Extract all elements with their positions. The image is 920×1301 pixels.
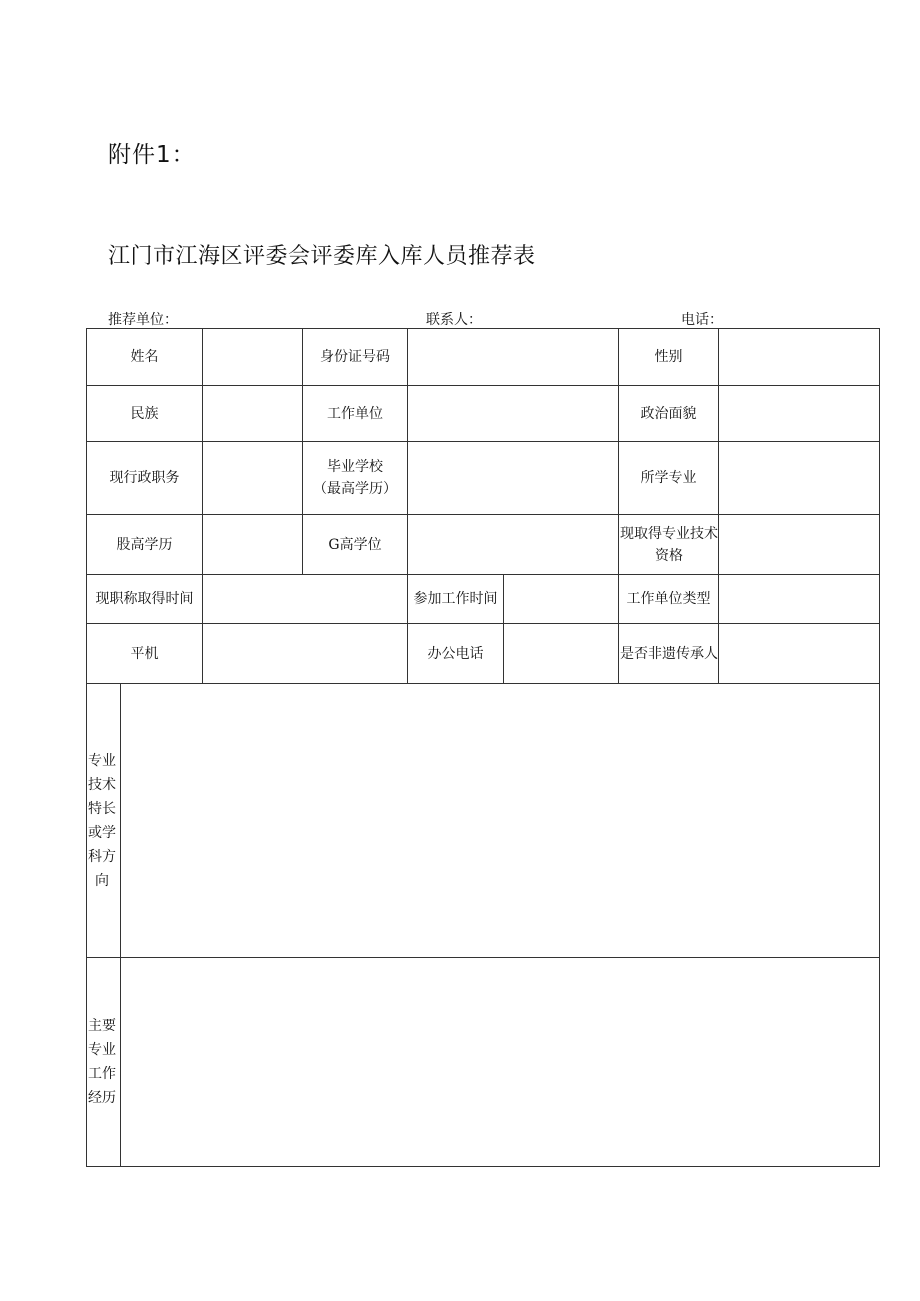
title-date-label: 现职称取得时间 bbox=[87, 575, 203, 624]
form-row bbox=[87, 442, 880, 515]
specialty-field[interactable] bbox=[121, 684, 880, 958]
work-start-date-label: 参加工作时间 bbox=[408, 575, 504, 624]
phone-label: 电话： bbox=[681, 312, 723, 328]
political-status-field[interactable] bbox=[719, 386, 880, 442]
name-label: 姓名 bbox=[87, 329, 203, 386]
political-status-label: 政治面貌 bbox=[619, 386, 719, 442]
qualification-label-text: 现取得专业技术资格 bbox=[620, 525, 718, 564]
highest-education-label: 股高学历 bbox=[87, 515, 203, 575]
ethnicity-label: 民族 bbox=[87, 386, 203, 442]
major-field[interactable] bbox=[719, 442, 880, 515]
form-row bbox=[87, 958, 880, 1167]
name-field[interactable] bbox=[203, 329, 303, 386]
highest-degree-label: G高学位 bbox=[303, 515, 408, 575]
admin-position-label: 现行政职务 bbox=[87, 442, 203, 515]
work-start-date-field[interactable] bbox=[504, 575, 619, 624]
specialty-label bbox=[87, 684, 121, 958]
form-row bbox=[87, 684, 880, 958]
qualification-field[interactable] bbox=[719, 515, 880, 575]
experience-field[interactable] bbox=[121, 958, 880, 1167]
annex-label: 附件1： bbox=[108, 142, 196, 168]
admin-position-field[interactable] bbox=[203, 442, 303, 515]
form-row bbox=[87, 386, 880, 442]
recommending-unit-label: 推荐单位： bbox=[108, 312, 178, 328]
experience-label bbox=[87, 958, 121, 1167]
school-field[interactable] bbox=[408, 442, 619, 515]
school-label-line2: （最高学历） bbox=[313, 481, 397, 497]
form-title: 江门市江海区评委会评委库入库人员推荐表 bbox=[108, 244, 536, 269]
id-number-label: 身份证号码 bbox=[303, 329, 408, 386]
contact-person-label: 联系人： bbox=[426, 312, 482, 328]
form-row bbox=[87, 624, 880, 684]
mobile-label: 平机 bbox=[87, 624, 203, 684]
qualification-label bbox=[619, 515, 719, 575]
ethnicity-field[interactable] bbox=[203, 386, 303, 442]
office-phone-label: 办公电话 bbox=[408, 624, 504, 684]
experience-label-text: 主要专业工作经历 bbox=[88, 1018, 116, 1106]
mobile-field[interactable] bbox=[203, 624, 408, 684]
id-number-field[interactable] bbox=[408, 329, 619, 386]
highest-education-field[interactable] bbox=[203, 515, 303, 575]
title-date-field[interactable] bbox=[203, 575, 408, 624]
gender-label: 性别 bbox=[619, 329, 719, 386]
heritage-field[interactable] bbox=[719, 624, 880, 684]
form-row bbox=[87, 575, 880, 624]
form-row bbox=[87, 329, 880, 386]
heritage-label-text: 是否非遗传承人 bbox=[620, 645, 718, 662]
recommendation-form-table bbox=[86, 328, 880, 1167]
work-unit-field[interactable] bbox=[408, 386, 619, 442]
form-row bbox=[87, 515, 880, 575]
gender-field[interactable] bbox=[719, 329, 880, 386]
heritage-label bbox=[619, 624, 719, 684]
unit-type-field[interactable] bbox=[719, 575, 880, 624]
highest-degree-field[interactable] bbox=[408, 515, 619, 575]
unit-type-label: 工作单位类型 bbox=[619, 575, 719, 624]
school-label-line1: 毕业学校 bbox=[327, 459, 383, 475]
school-label bbox=[303, 442, 408, 515]
office-phone-field[interactable] bbox=[504, 624, 619, 684]
specialty-label-text: 专业技术特长或学科方向 bbox=[88, 752, 116, 889]
major-label: 所学专业 bbox=[619, 442, 719, 515]
work-unit-label: 工作单位 bbox=[303, 386, 408, 442]
